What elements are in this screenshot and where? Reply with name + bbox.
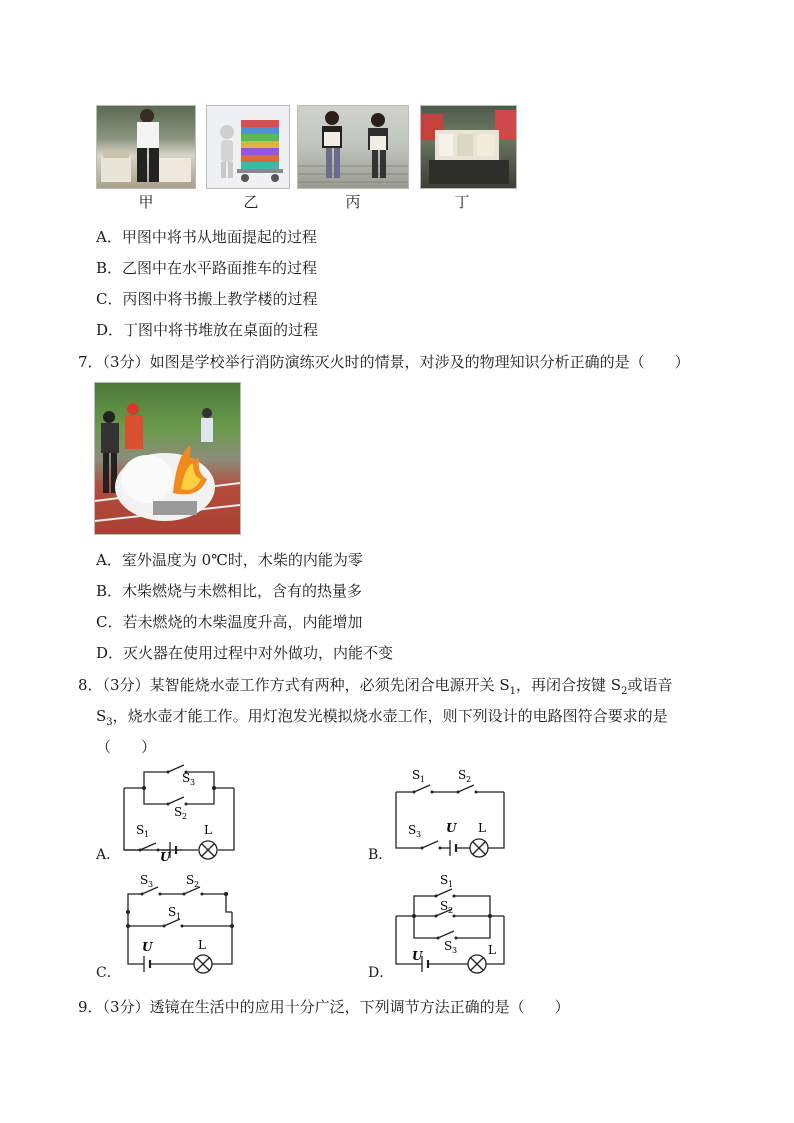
circuit-b [392, 766, 510, 862]
svg-text:1: 1 [448, 880, 454, 889]
q8-stem-line-1: 8．（3分）某智能烧水壶工作方式有两种，必须先闭合电源开关 $S_1$，再闭合按键 $S_2$或语音 [78, 676, 673, 697]
circuit-d [392, 868, 510, 974]
svg-text:S: S [458, 768, 467, 782]
label-l: L [204, 823, 212, 837]
svg-text:S: S [140, 873, 149, 887]
photo-fire-drill [94, 382, 241, 535]
q6-option-c[interactable]: C．丙图中将书搬上教学楼的过程 [96, 290, 318, 308]
q7-stem: 7．（3分）如图是学校举行消防演练灭火时的情景，对涉及的物理知识分析正确的是（ ） [78, 353, 690, 371]
svg-text:1: 1 [144, 830, 150, 839]
svg-text:2: 2 [448, 906, 454, 915]
svg-text:3: 3 [190, 778, 196, 787]
svg-text:3: 3 [148, 880, 154, 889]
svg-text:2: 2 [194, 880, 200, 889]
q7-option-c[interactable]: C．若未燃烧的木柴温度升高，内能增加 [96, 613, 363, 631]
q8-option-b-label[interactable]: B． [368, 847, 393, 863]
svg-text:S: S [186, 873, 195, 887]
photo-bing [297, 105, 409, 189]
q8-stem-line-2: $S_3$，烧水壶才能工作。用灯泡发光模拟烧水壶工作，则下列设计的电路图符合要求的是 [96, 707, 668, 728]
q6-option-d[interactable]: D．丁图中将书堆放在桌面的过程 [96, 321, 319, 339]
svg-text:2: 2 [466, 775, 472, 784]
label-u: U [160, 850, 171, 862]
svg-text:S: S [408, 823, 417, 837]
svg-text:S: S [440, 899, 449, 913]
caption-yi: 乙 [243, 193, 259, 211]
svg-text:U: U [446, 821, 457, 835]
photo-jia-illustration [97, 106, 195, 188]
circuit-c [118, 872, 240, 974]
caption-ding: 丁 [454, 193, 470, 211]
caption-jia: 甲 [138, 193, 154, 211]
label-s1: S [136, 823, 145, 837]
svg-text:S: S [412, 768, 421, 782]
q7-option-a[interactable]: A．室外温度为 0℃时，木柴的内能为零 [96, 551, 363, 569]
svg-text:S: S [440, 873, 449, 887]
svg-text:L: L [198, 938, 206, 952]
label-s2: S [174, 805, 183, 819]
photo-fire-drill-illustration [95, 383, 240, 534]
photo-jia [96, 105, 196, 189]
q8-option-a-label[interactable]: A． [96, 847, 121, 863]
svg-text:3: 3 [452, 946, 458, 955]
q9-stem: 9．（3分）透镜在生活中的应用十分广泛，下列调节方法正确的是（ ） [78, 998, 570, 1016]
svg-text:S: S [168, 905, 177, 919]
svg-text:3: 3 [416, 830, 422, 839]
svg-text:U: U [142, 940, 153, 954]
q7-option-b[interactable]: B．木柴燃烧与未燃相比，含有的热量多 [96, 582, 363, 600]
svg-text:1: 1 [420, 775, 426, 784]
q6-option-a[interactable]: A．甲图中将书从地面提起的过程 [96, 228, 317, 246]
photo-ding [420, 105, 517, 189]
photo-yi-illustration [207, 106, 289, 188]
svg-text:U: U [412, 949, 423, 963]
svg-text:L: L [478, 821, 486, 835]
circuit-a [118, 762, 240, 862]
svg-text:2: 2 [182, 812, 188, 821]
q7-option-d[interactable]: D．灭火器在使用过程中对外做功，内能不变 [96, 644, 394, 662]
photo-ding-illustration [421, 106, 516, 188]
q6-option-b[interactable]: B．乙图中在水平路面推车的过程 [96, 259, 318, 277]
q8-option-c-label[interactable]: C． [96, 965, 121, 981]
svg-text:L: L [488, 943, 496, 957]
photo-bing-illustration [298, 106, 408, 188]
svg-text:1: 1 [176, 912, 182, 921]
label-s3: S [182, 771, 191, 785]
caption-bing: 丙 [345, 193, 361, 211]
svg-text:S: S [444, 939, 453, 953]
q8-stem-line-3: （ ） [96, 738, 157, 756]
photo-yi [206, 105, 290, 189]
q8-option-d-label[interactable]: D． [368, 965, 394, 981]
